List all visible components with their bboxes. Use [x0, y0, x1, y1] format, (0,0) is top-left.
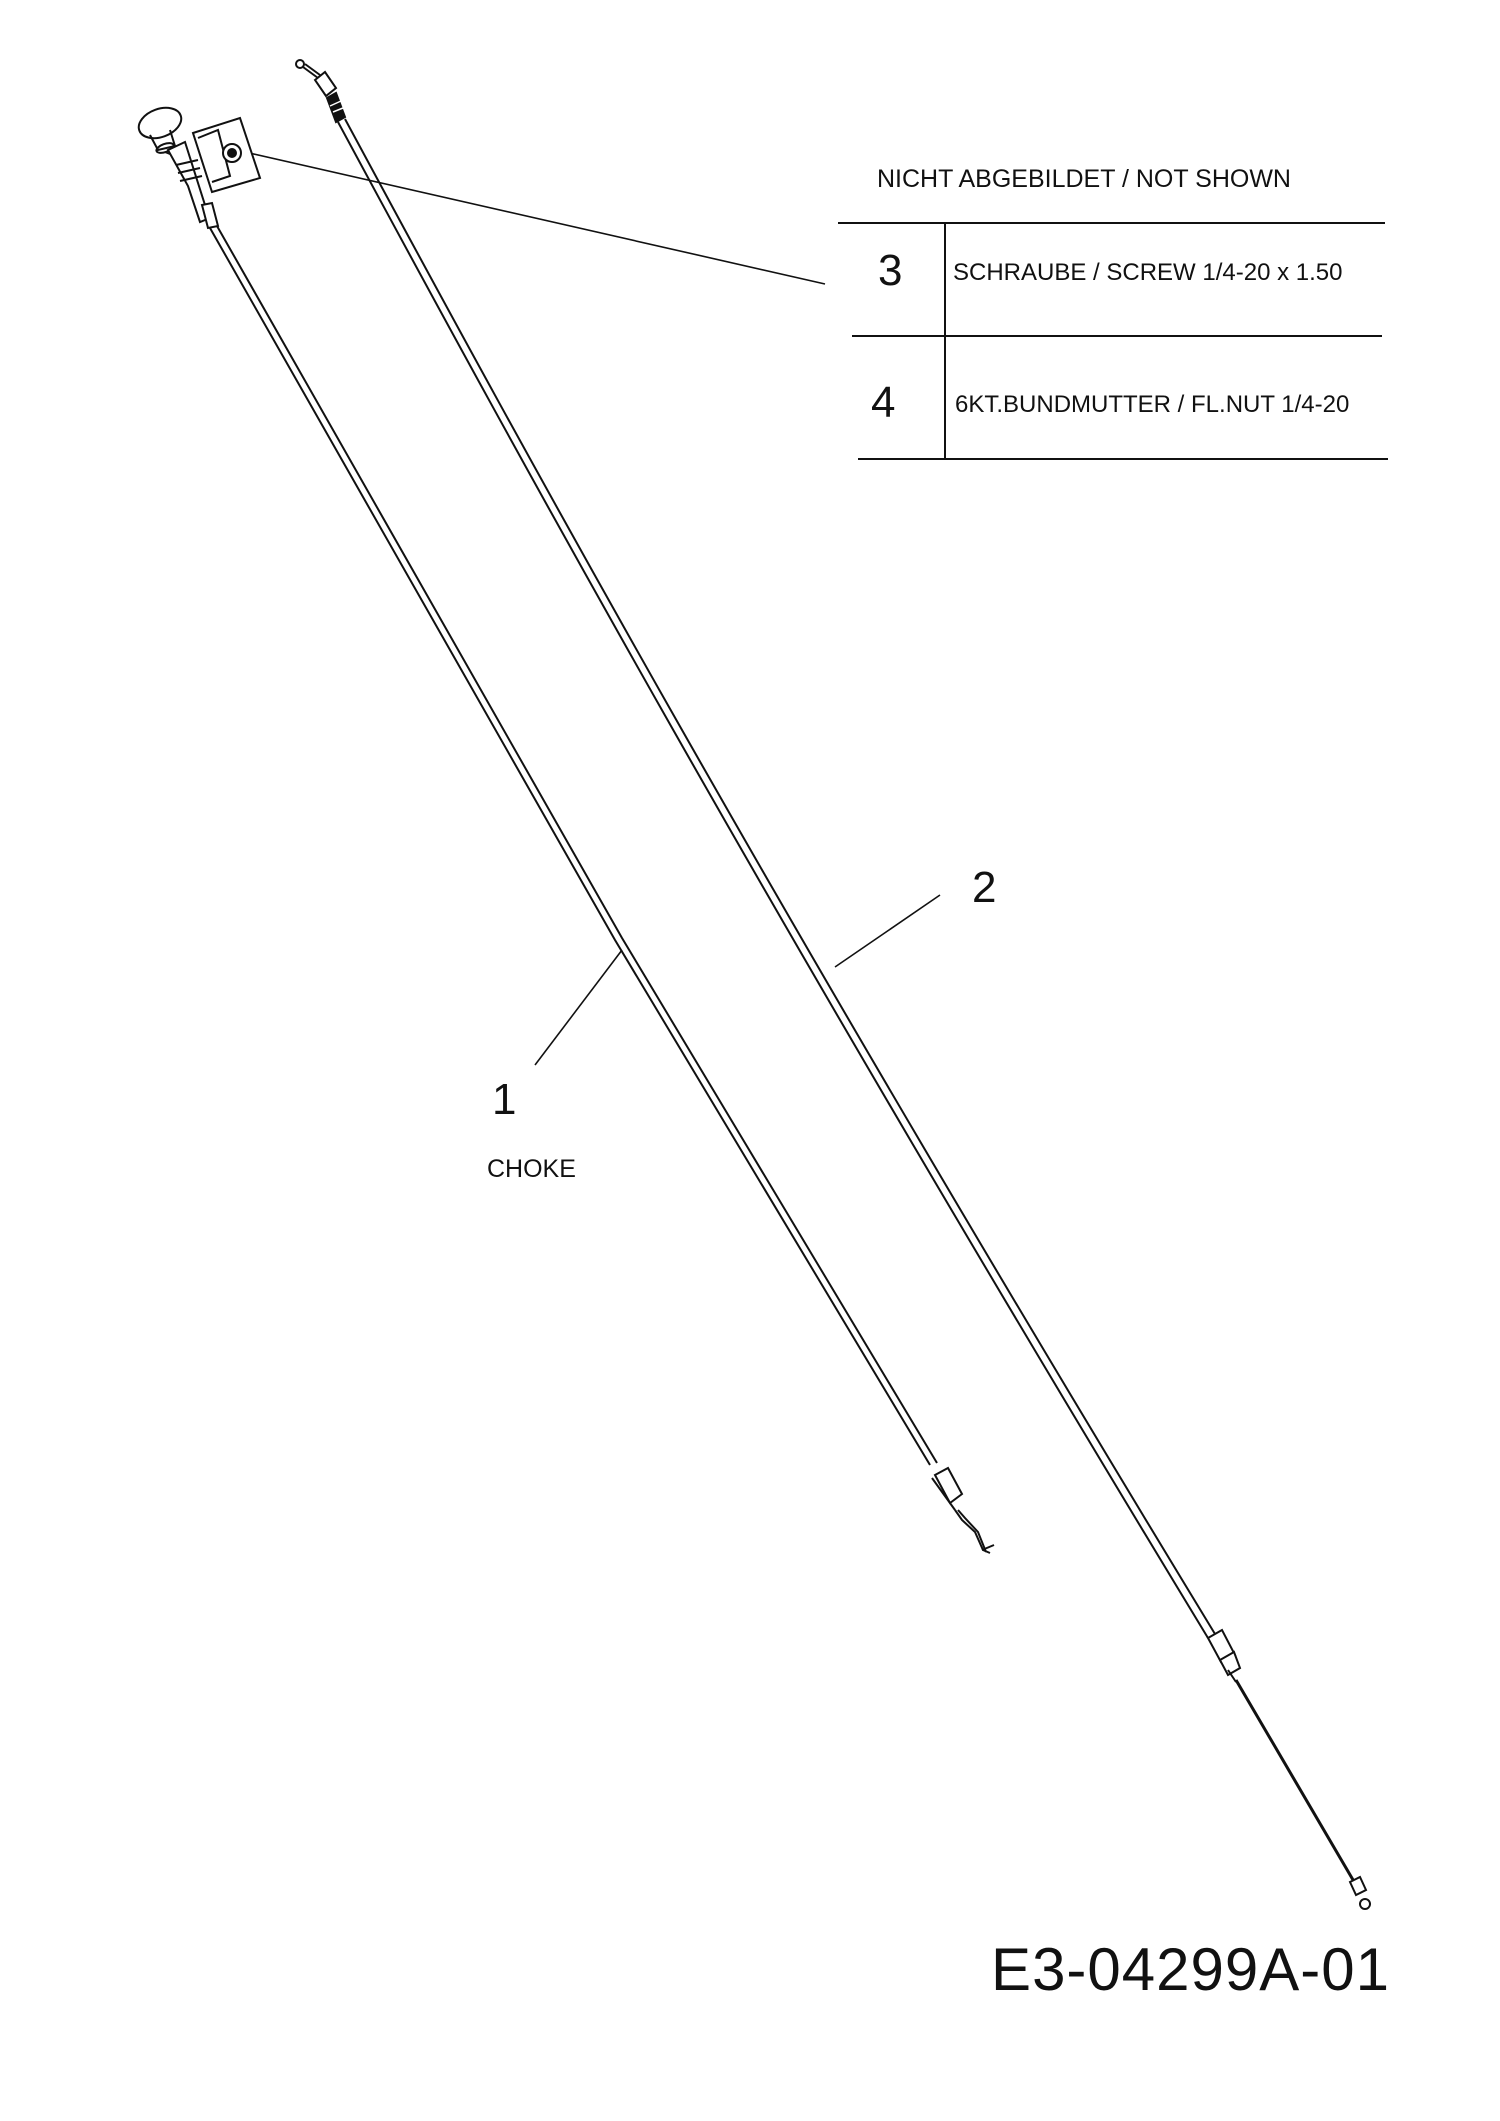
- throttle-cable: [296, 60, 1370, 1909]
- throttle-cable-sheath: [338, 119, 1215, 1638]
- throttle-bottom-ferrule: [1208, 1630, 1240, 1682]
- choke-cable-sheath: [210, 226, 937, 1465]
- drawing-number: E3-04299A-01: [991, 1936, 1390, 2003]
- callout-1-label: CHOKE: [487, 1155, 576, 1183]
- leader-line-1: [535, 950, 622, 1065]
- choke-bracket: [193, 118, 260, 192]
- part-description-3: SCHRAUBE / SCREW 1/4-20 x 1.50: [953, 259, 1343, 286]
- part-number-4: 4: [871, 378, 896, 427]
- choke-housing: [202, 203, 218, 228]
- leader-lines: [245, 152, 940, 1065]
- callout-1: 1: [492, 1075, 517, 1124]
- choke-end-fitting: [932, 1468, 994, 1553]
- part-number-3: 3: [878, 246, 903, 295]
- part-description-4: 6KT.BUNDMUTTER / FL.NUT 1/4-20: [955, 391, 1350, 418]
- choke-cable: [135, 102, 997, 1553]
- leader-line-2: [835, 895, 940, 967]
- throttle-end-eyelet: [1350, 1877, 1370, 1909]
- leader-line-3: [245, 152, 825, 284]
- not-shown-header: NICHT ABGEBILDET / NOT SHOWN: [877, 165, 1291, 193]
- callout-2: 2: [972, 863, 997, 912]
- throttle-top-eyelet: [296, 60, 345, 122]
- throttle-inner-wire: [1236, 1680, 1356, 1885]
